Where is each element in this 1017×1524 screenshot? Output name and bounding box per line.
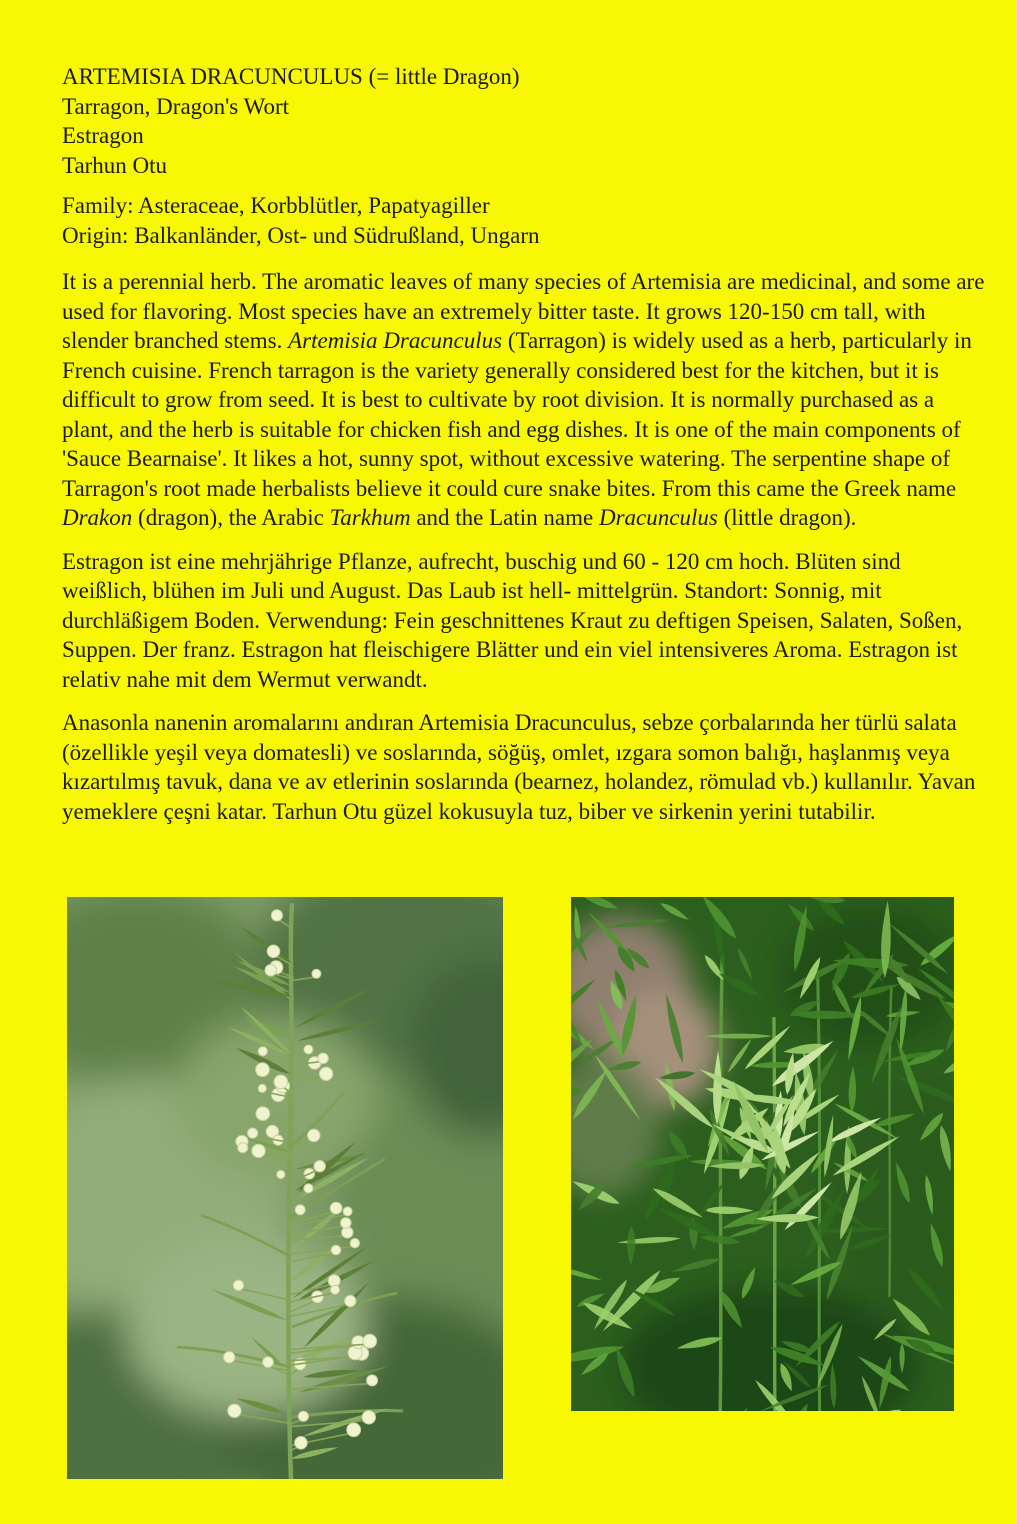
- taxonomy-block: [62, 191, 987, 250]
- greek-name-italic: Drakon: [62, 505, 133, 530]
- turkish-description: Anasonla nanenin aromalarını andıran Artemisia Dracunculus, sebze çorbalarında her türlü salata (özellikle yeşil veya domatesli) ve soslarında, söğüş, omlet, ızgara somon balığı, haşlanmış veya kızartılmış tavuk, dana ve av etlerinin soslarında (bearnez, holandez, römulad vb.) kullanılır. Yavan yemeklere çeşni katar. Tarhun Otu güzel kokusuyla tuz, biber ve sirkenin yerini tutabilir.: [62, 710, 976, 824]
- text-segment: and the Latin name: [410, 505, 599, 530]
- german-description: Estragon ist eine mehrjährige Pflanze, aufrecht, buschig und 60 - 120 cm hoch. Blüten sind weißlich, blühen im Juli und August. Das Laub ist hell- mittelgrün. Standort: Sonnig, mit durchläßigem Boden. Verwendung: Fein geschnittenes Kraut zu deftigen Speisen, Salaten, Soßen, Suppen. Der franz. Estragon hat fleischigere Blätter und ein viel intensiveres Aroma. Estragon ist relativ nahe mit dem Wermut verwandt.: [62, 548, 963, 692]
- origin-line: Origin: Balkanländer, Ost- und Südrußland, Ungarn: [62, 222, 540, 248]
- family-line: Family: Asteraceae, Korbblütler, Papatyagiller: [62, 193, 490, 218]
- text-segment: (little dragon).: [717, 505, 857, 530]
- plant-turkish-name: Tarhun Otu: [62, 152, 168, 178]
- tarragon-flower-stem-svg: [67, 897, 503, 1479]
- arabic-name-italic: Tarkhum: [329, 505, 411, 530]
- plant-english-names: Tarragon, Dragon's Wort: [62, 93, 290, 119]
- text-segment: It is a perennial herb. The aromatic leaves of many species of Artemisia are medicinal, and some are used for flavoring. Most species have an extremely bitter taste. It grows 120-150 cm tall, with slender branched stems.: [62, 269, 985, 353]
- latin-species-italic: Artemisia Dracunculus: [288, 328, 503, 353]
- title-block: [62, 62, 987, 180]
- text-content: [62, 62, 987, 840]
- text-segment: (Tarragon) is widely used as a herb, particularly in French cuisine. French tarragon is the variety generally considered best for the kitchen, but it is difficult to grow from seed. It is best to cultivate by root division. It is normally purchased as a plant, and the herb is suitable for chicken fish and egg dishes. It is one of the main components of 'Sauce Bearnaise'. It likes a hot, sunny spot, without excessive watering. The serpentine shape of Tarragon's root made herbalists believe it could cure snake bites. From this came the Greek name: [62, 328, 972, 501]
- latin-name-italic: Dracunculus: [598, 505, 718, 530]
- text-segment: (dragon), the Arabic: [132, 505, 330, 530]
- photo-tarragon-flower-stem: [67, 897, 503, 1479]
- plant-german-name: Estragon: [62, 123, 144, 148]
- photo-tarragon-foliage: [571, 897, 954, 1411]
- tarragon-foliage-svg: [571, 897, 954, 1411]
- english-description: [62, 267, 987, 533]
- plant-latin-name: ARTEMISIA DRACUNCULUS (= little Dragon): [62, 64, 520, 89]
